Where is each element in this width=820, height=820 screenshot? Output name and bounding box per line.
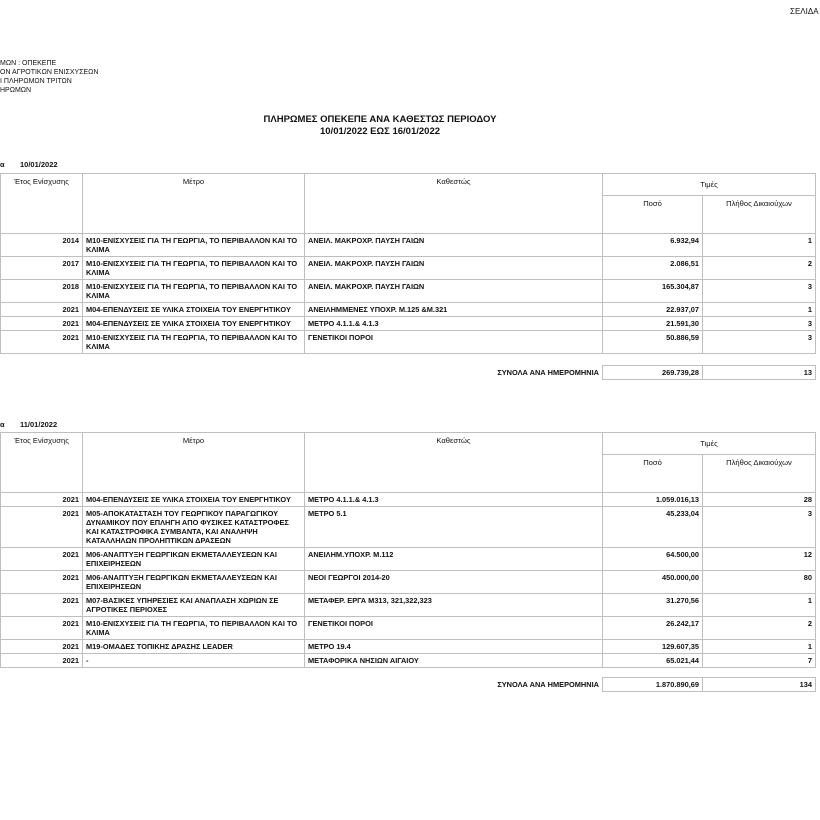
- report-title: ΠΛΗΡΩΜΕΣ ΟΠΕΚΕΠΕ ΑΝΑ ΚΑΘΕΣΤΩΣ ΠΕΡΙΟΔΟΥ: [263, 114, 497, 125]
- table-row: [1, 617, 816, 640]
- cell-scheme: ΑΝΕΙΛΗΜΜΕΝΕΣ ΥΠΟΧΡ. Μ.125 &Μ.321: [305, 303, 603, 317]
- cell-year: 2021: [1, 548, 83, 571]
- cell-year: 2021: [1, 594, 83, 617]
- cell-amount: 65.021,44: [603, 654, 703, 668]
- col-count-header: Πλήθος Δικαιούχων: [703, 455, 816, 493]
- cell-measure: Μ04-ΕΠΕΝΔΥΣΕΙΣ ΣΕ ΥΛΙΚΑ ΣΤΟΙΧΕΙΑ ΤΟΥ ΕΝΕΡΓΗΤΙΚΟΥ: [83, 317, 305, 331]
- section-2-date: 11/01/2022: [20, 420, 58, 429]
- cell-scheme: ΜΕΤΑΦΟΡΙΚΑ ΝΗΣΙΩΝ ΑΙΓΑΙΟΥ: [305, 654, 603, 668]
- cell-scheme: ΜΕΤΡΟ 19.4: [305, 640, 603, 654]
- cell-year: 2018: [1, 280, 83, 303]
- cell-measure: Μ04-ΕΠΕΝΔΥΣΕΙΣ ΣΕ ΥΛΙΚΑ ΣΤΟΙΧΕΙΑ ΤΟΥ ΕΝΕΡΓΗΤΙΚΟΥ: [83, 303, 305, 317]
- cell-year: 2021: [1, 317, 83, 331]
- section-2-total-amount: 1.870.890,69: [603, 678, 703, 692]
- cell-amount: 26.242,17: [603, 617, 703, 640]
- section-1-total-count: 13: [703, 366, 816, 380]
- cell-scheme: ΑΝΕΙΛΗΜ.ΥΠΟΧΡ. Μ.112: [305, 548, 603, 571]
- cell-year: 2021: [1, 654, 83, 668]
- cell-amount: 50.886,59: [603, 331, 703, 354]
- cell-count: 1: [703, 303, 816, 317]
- cell-scheme: ΜΕΤΡΟ 5.1: [305, 507, 603, 548]
- cell-year: 2021: [1, 640, 83, 654]
- col-scheme-header: Καθεστώς: [305, 433, 603, 493]
- header-line-2: ΟΝ ΑΓΡΟΤΙΚΩΝ ΕΝΙΣΧΥΣΕΩΝ: [0, 69, 99, 76]
- section-2-total-count: 134: [703, 678, 816, 692]
- cell-year: 2021: [1, 617, 83, 640]
- cell-year: 2021: [1, 303, 83, 317]
- cell-measure: Μ06-ΑΝΑΠΤΥΞΗ ΓΕΩΡΓΙΚΩΝ ΕΚΜΕΤΑΛΛΕΥΣΕΩΝ ΚΑΙ ΕΠΙΧΕΙΡΗΣΕΩΝ: [83, 571, 305, 594]
- cell-count: 28: [703, 493, 816, 507]
- col-count-header: Πλήθος Δικαιούχων: [703, 196, 816, 234]
- section-1-prefix: α: [0, 160, 5, 169]
- cell-amount: 2.086,51: [603, 257, 703, 280]
- table-row: [1, 303, 816, 317]
- section-1-total-amount: 269.739,28: [603, 366, 703, 380]
- cell-count: 7: [703, 654, 816, 668]
- cell-count: 80: [703, 571, 816, 594]
- cell-measure: -: [83, 654, 305, 668]
- col-measure-header: Μέτρο: [83, 174, 305, 234]
- cell-scheme: ΑΝΕΙΛ. ΜΑΚΡΟΧΡ. ΠΑΥΣΗ ΓΑΙΩΝ: [305, 257, 603, 280]
- cell-measure: Μ10-ΕΝΙΣΧΥΣΕΙΣ ΓΙΑ ΤΗ ΓΕΩΡΓΙΑ, ΤΟ ΠΕΡΙΒΑΛΛΟΝ ΚΑΙ ΤΟ ΚΛΙΜΑ: [83, 617, 305, 640]
- cell-count: 2: [703, 257, 816, 280]
- table-row: [1, 571, 816, 594]
- section-1-total-label: ΣΥΝΟΛΑ ΑΝΑ ΗΜΕΡΟΜΗΝΙΑ: [497, 367, 599, 377]
- cell-measure: Μ07-ΒΑΣΙΚΕΣ ΥΠΗΡΕΣΙΕΣ ΚΑΙ ΑΝΑΠΛΑΣΗ ΧΩΡΙΩΝ ΣΕ ΑΓΡΟΤΙΚΕΣ ΠΕΡΙΟΧΕΣ: [83, 594, 305, 617]
- cell-amount: 22.937,07: [603, 303, 703, 317]
- table-row: [1, 640, 816, 654]
- cell-year: 2021: [1, 331, 83, 354]
- col-scheme-header: Καθεστώς: [305, 174, 603, 234]
- col-measure-header: Μέτρο: [83, 433, 305, 493]
- section-1-table: [0, 173, 816, 380]
- cell-amount: 129.607,35: [603, 640, 703, 654]
- report-period: 10/01/2022 ΕΩΣ 16/01/2022: [319, 126, 441, 137]
- cell-amount: 450.000,00: [603, 571, 703, 594]
- table-row: [1, 493, 816, 507]
- cell-count: 3: [703, 507, 816, 548]
- section-2-prefix: α: [0, 420, 5, 429]
- section-1-date: 10/01/2022: [20, 160, 58, 169]
- cell-count: 12: [703, 548, 816, 571]
- cell-amount: 21.591,30: [603, 317, 703, 331]
- cell-amount: 165.304,87: [603, 280, 703, 303]
- cell-scheme: ΓΕΝΕΤΙΚΟΙ ΠΟΡΟΙ: [305, 331, 603, 354]
- col-year-header: Έτος Ενίσχυσης: [1, 433, 83, 493]
- cell-scheme: ΝΕΟΙ ΓΕΩΡΓΟΙ 2014-20: [305, 571, 603, 594]
- header-line-1: ΜΩΝ : ΟΠΕΚΕΠΕ: [0, 60, 57, 67]
- cell-count: 1: [703, 234, 816, 257]
- table-row: [1, 594, 816, 617]
- table-row: [1, 280, 816, 303]
- cell-measure: Μ06-ΑΝΑΠΤΥΞΗ ΓΕΩΡΓΙΚΩΝ ΕΚΜΕΤΑΛΛΕΥΣΕΩΝ ΚΑΙ ΕΠΙΧΕΙΡΗΣΕΩΝ: [83, 548, 305, 571]
- cell-count: 1: [703, 594, 816, 617]
- cell-measure: Μ10-ΕΝΙΣΧΥΣΕΙΣ ΓΙΑ ΤΗ ΓΕΩΡΓΙΑ, ΤΟ ΠΕΡΙΒΑΛΛΟΝ ΚΑΙ ΤΟ ΚΛΙΜΑ: [83, 234, 305, 257]
- cell-count: 3: [703, 331, 816, 354]
- table-row: [1, 257, 816, 280]
- table-row: [1, 507, 816, 548]
- cell-measure: Μ05-ΑΠΟΚΑΤΑΣΤΑΣΗ ΤΟΥ ΓΕΩΡΓΙΚΟΥ ΠΑΡΑΓΩΓΙΚΟΥ ΔΥΝΑΜΙΚΟΥ ΠΟΥ ΕΠΛΗΓΗ ΑΠΟ ΦΥΣΙΚΕΣ ΚΑΤΑΣΤΡΟΦΕΣ ΚΑΙ ΚΑΤΑΣΤΡΟΦΙΚΑ ΣΥΜΒΑΝΤΑ, ΚΑΙ ΑΝΑΛΗΨΗ ΚΑΤΑΛΛΗΛΩΝ ΠΡΟΛΗΠΤΙΚΩΝ ΔΡΑΣΕΩΝ: [83, 507, 305, 548]
- cell-scheme: ΜΕΤΑΦΕΡ. ΕΡΓΑ Μ313, 321,322,323: [305, 594, 603, 617]
- cell-count: 3: [703, 317, 816, 331]
- col-year-header: Έτος Ενίσχυσης: [1, 174, 83, 234]
- cell-count: 2: [703, 617, 816, 640]
- cell-amount: 6.932,94: [603, 234, 703, 257]
- cell-measure: Μ19-ΟΜΑΔΕΣ ΤΟΠΙΚΗΣ ΔΡΑΣΗΣ LEADER: [83, 640, 305, 654]
- table-row: [1, 234, 816, 257]
- cell-year: 2021: [1, 493, 83, 507]
- cell-year: 2017: [1, 257, 83, 280]
- col-values-header: Τιμές: [603, 433, 816, 455]
- cell-scheme: ΑΝΕΙΛ. ΜΑΚΡΟΧΡ. ΠΑΥΣΗ ΓΑΙΩΝ: [305, 280, 603, 303]
- cell-amount: 31.270,56: [603, 594, 703, 617]
- cell-year: 2014: [1, 234, 83, 257]
- cell-measure: Μ10-ΕΝΙΣΧΥΣΕΙΣ ΓΙΑ ΤΗ ΓΕΩΡΓΙΑ, ΤΟ ΠΕΡΙΒΑΛΛΟΝ ΚΑΙ ΤΟ ΚΛΙΜΑ: [83, 257, 305, 280]
- cell-amount: 64.500,00: [603, 548, 703, 571]
- cell-year: 2021: [1, 507, 83, 548]
- col-amount-header: Ποσό: [603, 455, 703, 493]
- cell-amount: 1.059.016,13: [603, 493, 703, 507]
- table-row: [1, 317, 816, 331]
- header-line-3: Ι ΠΛΗΡΩΜΩΝ ΤΡΙΤΩΝ: [0, 78, 72, 85]
- table-row: [1, 654, 816, 668]
- cell-scheme: ΓΕΝΕΤΙΚΟΙ ΠΟΡΟΙ: [305, 617, 603, 640]
- cell-amount: 45.233,04: [603, 507, 703, 548]
- cell-scheme: ΜΕΤΡΟ 4.1.1.& 4.1.3: [305, 317, 603, 331]
- cell-measure: Μ10-ΕΝΙΣΧΥΣΕΙΣ ΓΙΑ ΤΗ ΓΕΩΡΓΙΑ, ΤΟ ΠΕΡΙΒΑΛΛΟΝ ΚΑΙ ΤΟ ΚΛΙΜΑ: [83, 280, 305, 303]
- cell-scheme: ΑΝΕΙΛ. ΜΑΚΡΟΧΡ. ΠΑΥΣΗ ΓΑΙΩΝ: [305, 234, 603, 257]
- header-line-4: ΗΡΩΜΩΝ: [0, 87, 32, 94]
- cell-measure: Μ10-ΕΝΙΣΧΥΣΕΙΣ ΓΙΑ ΤΗ ΓΕΩΡΓΙΑ, ΤΟ ΠΕΡΙΒΑΛΛΟΝ ΚΑΙ ΤΟ ΚΛΙΜΑ: [83, 331, 305, 354]
- cell-count: 3: [703, 280, 816, 303]
- section-2-table: [0, 432, 816, 692]
- cell-measure: Μ04-ΕΠΕΝΔΥΣΕΙΣ ΣΕ ΥΛΙΚΑ ΣΤΟΙΧΕΙΑ ΤΟΥ ΕΝΕΡΓΗΤΙΚΟΥ: [83, 493, 305, 507]
- table-row: [1, 331, 816, 354]
- col-values-header: Τιμές: [603, 174, 816, 196]
- table-row: [1, 548, 816, 571]
- col-amount-header: Ποσό: [603, 196, 703, 234]
- cell-year: 2021: [1, 571, 83, 594]
- page-label: ΣΕΛΙΔΑ: [790, 7, 819, 16]
- cell-scheme: ΜΕΤΡΟ 4.1.1.& 4.1.3: [305, 493, 603, 507]
- section-2-total-label: ΣΥΝΟΛΑ ΑΝΑ ΗΜΕΡΟΜΗΝΙΑ: [497, 679, 599, 689]
- cell-count: 1: [703, 640, 816, 654]
